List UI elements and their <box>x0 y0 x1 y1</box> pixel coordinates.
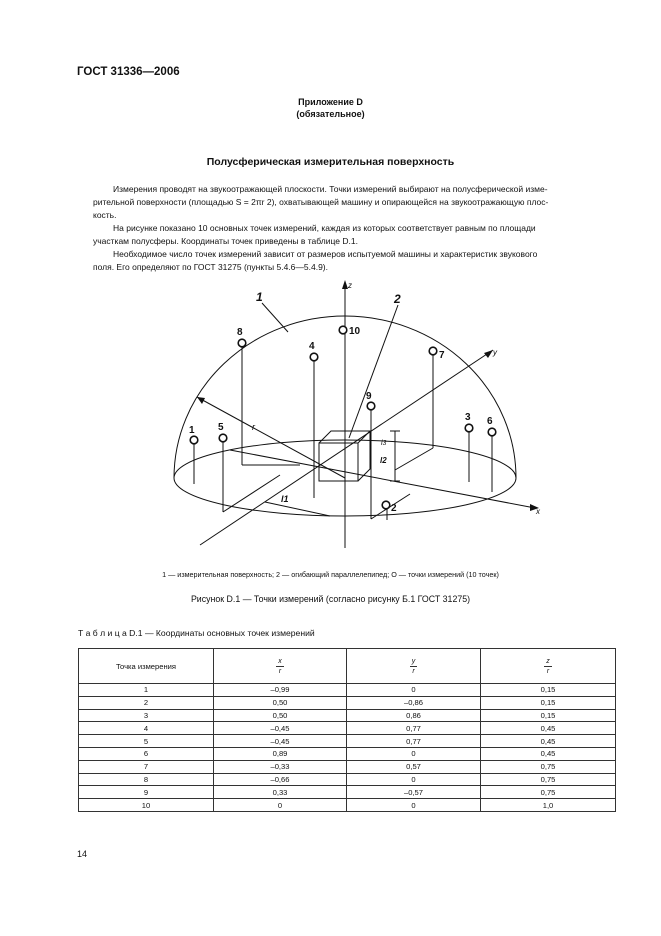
point-label: 5 <box>218 422 224 433</box>
table-cell: 5 <box>79 735 214 748</box>
point-label: 7 <box>439 350 445 361</box>
measurement-point <box>382 501 390 509</box>
header-point: Точка измерения <box>79 649 214 684</box>
table-cell: 0,45 <box>481 722 616 735</box>
table-cell: –0,45 <box>214 735 347 748</box>
table-cell: 0,75 <box>481 786 616 799</box>
y-axis-label: y <box>493 348 497 357</box>
l3-label: l3 <box>381 440 387 447</box>
figure-legend: 1 — измерительная поверхность; 2 — огибающий параллелепипед; О — точки измерений (10 точек) <box>162 570 499 579</box>
table-cell: 10 <box>79 799 214 812</box>
measurement-point <box>339 326 347 334</box>
table-row <box>79 709 616 722</box>
table-cell: 0,50 <box>214 696 347 709</box>
point-label: 4 <box>309 341 315 352</box>
point-label: 9 <box>366 391 372 402</box>
measurement-point <box>465 424 473 432</box>
table-cell: 0,86 <box>347 709 481 722</box>
appendix-status: (обязательное) <box>296 109 365 119</box>
l2-label: l2 <box>380 456 387 465</box>
table-row <box>79 786 616 799</box>
table-cell: 8 <box>79 773 214 786</box>
point-label: 2 <box>391 503 397 514</box>
l1-label: l1 <box>281 494 289 504</box>
table-cell: 0,57 <box>347 760 481 773</box>
table-cell: 6 <box>79 747 214 760</box>
table-cell: 4 <box>79 722 214 735</box>
table-title: Т а б л и ц а D.1 — Координаты основных точек измерений <box>78 628 315 638</box>
paragraph-line: На рисунке показано 10 основных точек измерений, каждая из которых соответствует равным по площади <box>113 223 536 233</box>
point-label: 3 <box>465 412 471 423</box>
measurement-point <box>488 428 496 436</box>
table-cell: –0,66 <box>214 773 347 786</box>
header-z-over-r: $\frac{z}{r}$ <box>481 649 616 684</box>
paragraph-line: кость. <box>93 210 117 220</box>
table-row <box>79 773 616 786</box>
paragraph-line: участкам полусферы. Координаты точек приведены в таблице D.1. <box>93 236 358 246</box>
table-cell: –0,33 <box>214 760 347 773</box>
header-y-over-r: $\frac{y}{r}$ <box>347 649 481 684</box>
table-cell: 0,45 <box>481 747 616 760</box>
table-cell: 0 <box>347 684 481 697</box>
point-label: 1 <box>189 425 195 436</box>
table-cell: 0 <box>347 773 481 786</box>
hemisphere-figure <box>0 270 661 565</box>
point-label: 6 <box>487 416 493 427</box>
table-cell: 0,77 <box>347 722 481 735</box>
table-cell: 0,75 <box>481 760 616 773</box>
table-cell: 0,89 <box>214 747 347 760</box>
callout-1-leader <box>262 303 288 332</box>
table-cell: 1 <box>79 684 214 697</box>
table-cell: 0,33 <box>214 786 347 799</box>
table-cell: 0,75 <box>481 773 616 786</box>
table-row <box>79 799 616 812</box>
z-axis-label: z <box>348 281 352 290</box>
y-axis-arrow <box>484 350 493 358</box>
figure-caption: Рисунок D.1 — Точки измерений (согласно рисунку Б.1 ГОСТ 31275) <box>190 594 471 604</box>
measurement-point <box>367 402 375 410</box>
table-cell: –0,57 <box>347 786 481 799</box>
table-cell: 0 <box>214 799 347 812</box>
paragraph-2 <box>93 222 615 248</box>
table-row <box>79 696 616 709</box>
table-cell: 9 <box>79 786 214 799</box>
table-cell: 1,0 <box>481 799 616 812</box>
table-cell: 7 <box>79 760 214 773</box>
paragraph-1 <box>93 183 615 222</box>
table-cell: 0,15 <box>481 709 616 722</box>
table-cell: 2 <box>79 696 214 709</box>
table-row <box>79 722 616 735</box>
table-cell: 0,15 <box>481 696 616 709</box>
callout-box-label: 2 <box>394 292 401 306</box>
table-cell: –0,99 <box>214 684 347 697</box>
document-header: ГОСТ 31336—2006 <box>77 66 180 78</box>
table-row <box>79 760 616 773</box>
measurement-point <box>429 347 437 355</box>
table-cell: 0,15 <box>481 684 616 697</box>
paragraph-line: Необходимое число точек измерений зависит от размеров испытуемой машины и характеристик звукового <box>113 249 538 259</box>
radius-label: r <box>252 422 255 432</box>
measurement-point <box>219 434 227 442</box>
table-cell: 0 <box>347 799 481 812</box>
table-cell: 3 <box>79 709 214 722</box>
point-label: 8 <box>237 327 243 338</box>
table-cell: –0,45 <box>214 722 347 735</box>
coordinates-table <box>78 648 616 812</box>
point-label: 10 <box>349 326 361 337</box>
table-cell: 0,45 <box>481 735 616 748</box>
paragraph-line: поля. Его определяют по ГОСТ 31275 (пункты 5.4.6—5.4.9). <box>93 262 329 272</box>
paragraph-line: рительной поверхности (площадью S = 2πr 2), охватывающей машину и опирающейся на звукоотражающую плос- <box>93 197 549 207</box>
table-row <box>79 747 616 760</box>
section-title: Полусферическая измерительная поверхность <box>206 156 455 168</box>
table-cell: 0 <box>347 747 481 760</box>
measurement-point <box>238 339 246 347</box>
callout-surface-label: 1 <box>256 290 263 304</box>
measurement-point <box>310 353 318 361</box>
appendix-title: Приложение D <box>298 97 363 107</box>
paragraph-line: Измерения проводят на звукоотражающей плоскости. Точки измерений выбирают на полусферической изме- <box>113 184 548 194</box>
table-cell: 0,77 <box>347 735 481 748</box>
page-number: 14 <box>77 849 88 859</box>
table-cell: –0,86 <box>347 696 481 709</box>
table-row <box>79 735 616 748</box>
x-axis-label: x <box>536 507 540 516</box>
table-row <box>79 684 616 697</box>
table-cell: 0,50 <box>214 709 347 722</box>
measurement-point <box>190 436 198 444</box>
header-x-over-r: $\frac{x}{r}$ <box>214 649 347 684</box>
